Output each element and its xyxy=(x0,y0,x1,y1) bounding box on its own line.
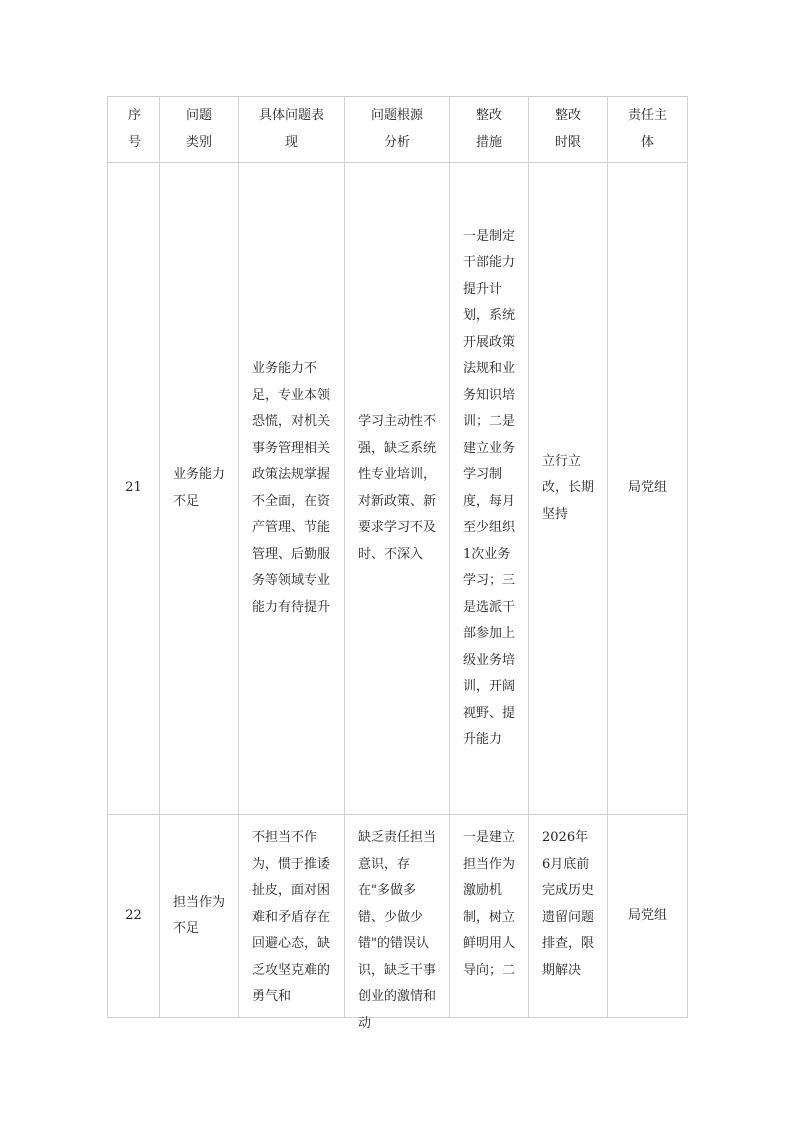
root-cause-analysis: 学习主动性不强，缺乏系统性专业培训，对新政策、新要求学习不及时、不深入 xyxy=(345,163,450,815)
responsible-party: 局党组 xyxy=(608,163,688,815)
table-row xyxy=(108,815,688,1018)
rectification-measures-cell xyxy=(450,815,529,1018)
rectification-deadline: 2026年6月底前完成历史遗留问题排查，限期解决 xyxy=(542,830,595,978)
problem-manifestation: 不担当不作为，惯于推诿扯皮，面对困难和矛盾存在回避心态，缺乏攻坚克难的勇气和 xyxy=(252,830,331,1004)
header-owner: 责任主体 xyxy=(608,97,688,163)
table-row xyxy=(108,163,688,815)
row-number: 22 xyxy=(108,815,160,1018)
header-root-cause: 问题根源分析 xyxy=(345,97,450,163)
rectification-deadline-cell xyxy=(529,815,608,1018)
table-header-row xyxy=(108,97,688,163)
header-deadline: 整改时限 xyxy=(529,97,608,163)
problem-manifestation-cell xyxy=(239,815,345,1018)
header-category: 问题类别 xyxy=(160,97,239,163)
rectification-measures: 一是建立担当作为激励机制，树立鲜明用人导向；二 xyxy=(463,830,516,978)
header-number: 序号 xyxy=(108,97,160,163)
problem-manifestation: 业务能力不足，专业本领恐慌，对机关事务管理相关政策法规掌握不全面，在资产管理、节能管理、后勤服务等领域专业能力有待提升 xyxy=(239,163,345,815)
rectification-table xyxy=(107,96,688,1031)
problem-category: 担当作为不足 xyxy=(160,815,239,1018)
row-number: 21 xyxy=(108,163,160,815)
root-cause-analysis: 缺乏责任担当意识，存在"多做多错、少做少错"的错误认识，缺乏干事创业的激情和动 xyxy=(358,830,437,1031)
rectification-deadline: 立行立改，长期坚持 xyxy=(529,163,608,815)
responsible-party: 局党组 xyxy=(608,815,688,1018)
header-measures: 整改措施 xyxy=(450,97,529,163)
problem-category: 业务能力不足 xyxy=(160,163,239,815)
header-manifestation: 具体问题表现 xyxy=(239,97,345,163)
root-cause-analysis-cell xyxy=(345,815,450,1031)
rectification-measures: 一是制定干部能力提升计划，系统开展政策法规和业务知识培训；二是建立业务学习制度，每月至少组织1次业务学习；三是选派干部参加上级业务培训，开阔视野、提升能力 xyxy=(450,163,529,815)
